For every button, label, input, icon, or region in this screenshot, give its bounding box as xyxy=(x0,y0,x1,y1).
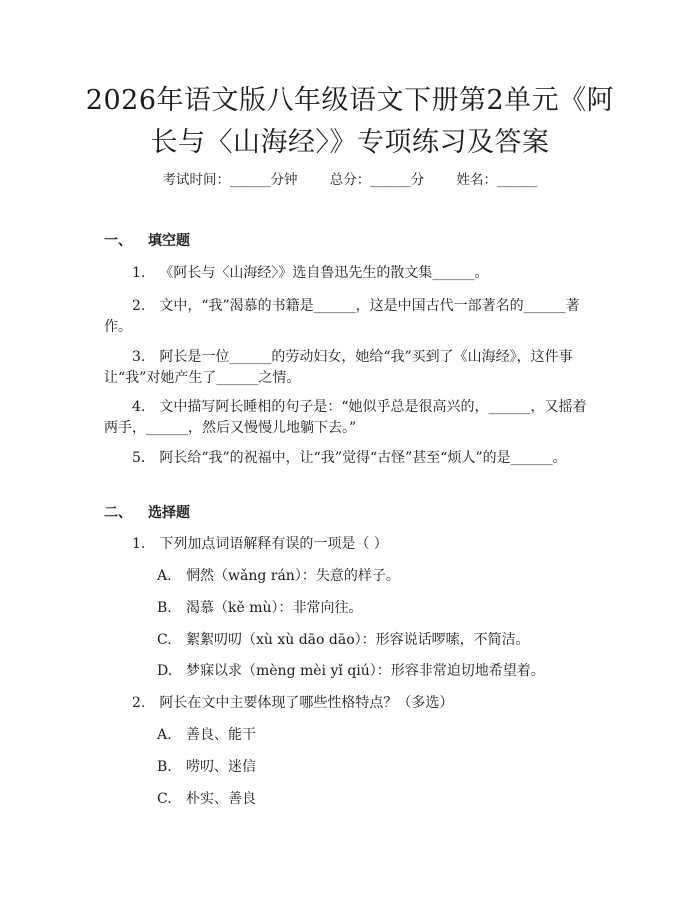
document-title xyxy=(60,80,640,164)
fill-question-4 xyxy=(104,397,600,439)
question-number: 5. xyxy=(132,450,146,466)
choice-2-option-c xyxy=(157,789,256,810)
question-text: 阿长在文中主要体现了哪些性格特点？（多选） xyxy=(159,695,454,711)
option-letter: A. xyxy=(157,568,172,584)
title-line-1: 2026年语文版八年级语文下册第2单元《阿 xyxy=(85,85,615,116)
section-heading-choice xyxy=(104,502,190,522)
option-letter: C. xyxy=(157,791,172,807)
fill-question-3 xyxy=(104,347,600,389)
section-heading-fill-blank xyxy=(104,230,190,250)
choice-question-1 xyxy=(104,534,600,555)
question-text: 阿长是一位______的劳动妇女，她给“我”买到了《山海经》，这件事让“我”对她产生了______之情。 xyxy=(104,349,573,386)
question-number: 1. xyxy=(132,536,146,552)
choice-2-option-a xyxy=(157,725,256,746)
exam-time: 考试时间：______分钟 xyxy=(162,172,298,188)
option-text: 唠叨、迷信 xyxy=(186,759,256,775)
option-letter: D. xyxy=(157,663,173,679)
section-number: 二、 xyxy=(104,505,132,521)
option-text: 朴实、善良 xyxy=(186,791,256,807)
choice-1-option-a xyxy=(157,566,400,587)
option-text: 渴慕（kě mù）：非常向往。 xyxy=(186,600,363,616)
choice-question-2 xyxy=(104,693,600,714)
question-text: 下列加点词语解释有误的一项是（ ） xyxy=(159,536,388,552)
title-line-2: 长与〈山海经〉》专项练习及答案 xyxy=(150,127,550,158)
question-number: 2. xyxy=(132,298,146,314)
option-letter: C. xyxy=(157,632,172,648)
option-letter: B. xyxy=(157,600,172,616)
question-text: 文中，“我”渴慕的书籍是______，这是中国古代一部著名的______著作。 xyxy=(104,298,580,335)
question-text: 《阿长与〈山海经〉》选自鲁迅先生的散文集______。 xyxy=(159,265,489,281)
question-number: 1. xyxy=(132,265,146,281)
choice-1-option-d xyxy=(157,661,545,682)
section-title: 填空题 xyxy=(148,233,190,249)
fill-question-1 xyxy=(104,263,600,284)
fill-question-2 xyxy=(104,296,600,338)
section-title: 选择题 xyxy=(148,505,190,521)
exam-name: 姓名：______ xyxy=(456,172,538,188)
exam-score: 总分：______分 xyxy=(329,172,425,188)
question-text: 阿长给“我”的祝福中，让“我”觉得“古怪”甚至“烦人”的是______。 xyxy=(159,450,567,466)
option-text: 惘然（wǎng rán）：失意的样子。 xyxy=(186,568,400,584)
question-text: 文中描写阿长睡相的句子是：“她似乎总是很高兴的，______，又摇着两手，______，然后又慢慢儿地躺下去。” xyxy=(104,399,587,436)
option-text: 絮絮叨叨（xù xù dāo dāo）：形容说话啰嗦，不简洁。 xyxy=(186,632,530,648)
section-number: 一、 xyxy=(104,233,132,249)
option-text: 梦寐以求（mèng mèi yǐ qiú）：形容非常迫切地希望着。 xyxy=(186,663,545,679)
question-number: 4. xyxy=(132,399,146,415)
choice-1-option-b xyxy=(157,598,363,619)
choice-1-option-c xyxy=(157,630,530,651)
option-letter: A. xyxy=(157,727,172,743)
question-number: 3. xyxy=(132,349,146,365)
choice-2-option-b xyxy=(157,757,256,778)
fill-question-5 xyxy=(104,448,600,469)
option-letter: B. xyxy=(157,759,172,775)
exam-meta xyxy=(0,168,700,188)
question-number: 2. xyxy=(132,695,146,711)
option-text: 善良、能干 xyxy=(186,727,256,743)
